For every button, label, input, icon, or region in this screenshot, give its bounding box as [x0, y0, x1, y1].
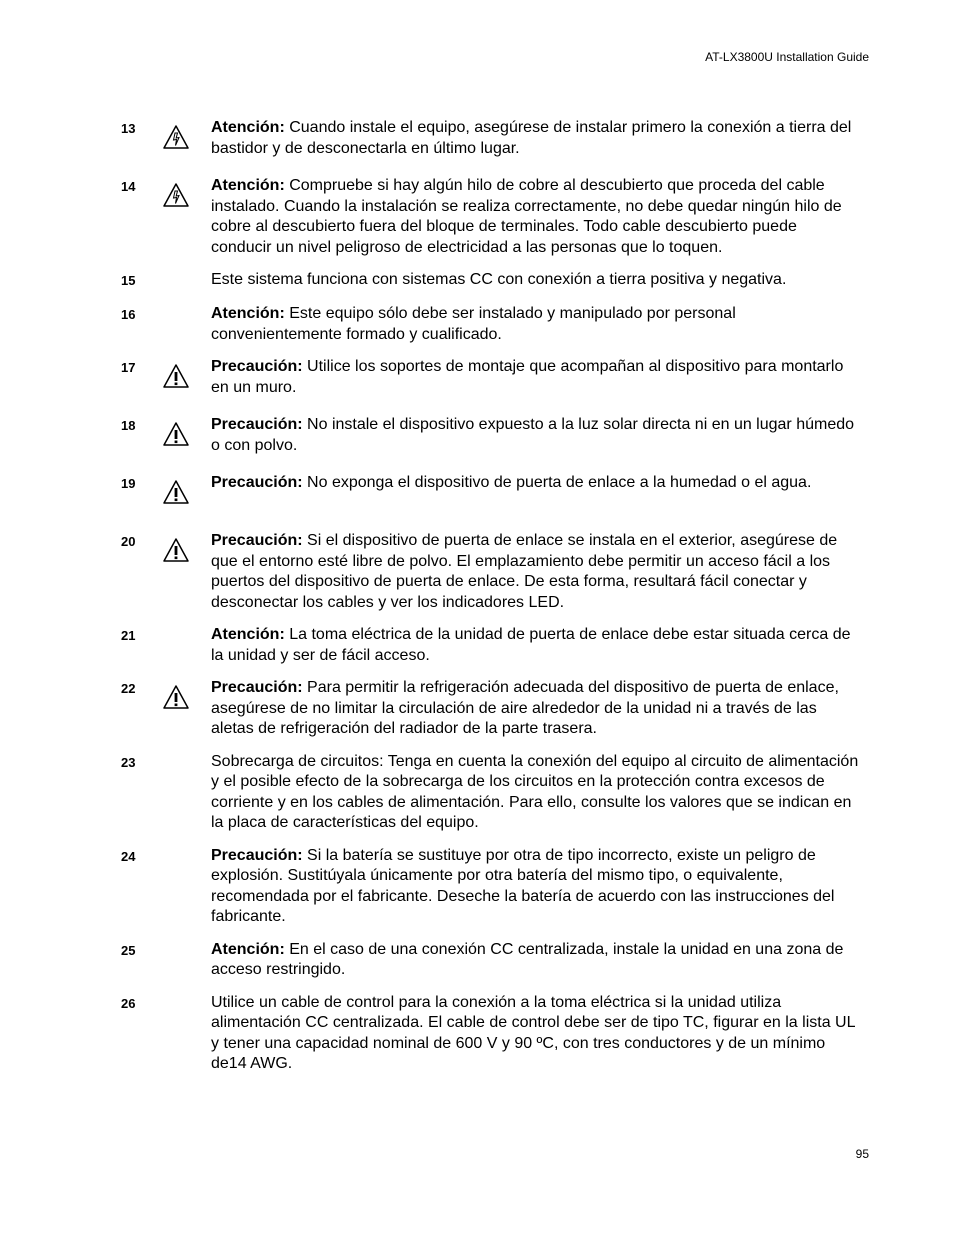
- statement-item: [0, 993, 954, 1075]
- statement-body: Para permitir la refrigeración adecuada del dispositivo de puerta de enlace, asegúrese de no limitar la circulación de aire alrededor de la unidad ni a través de las aletas de refrigeración del radiador de la parte trasera.: [211, 679, 839, 737]
- statement-item: [0, 625, 954, 666]
- statement-item: [0, 270, 954, 292]
- statement-number: 16: [121, 307, 136, 322]
- statement-item: [0, 176, 954, 258]
- statement-body: Si la batería se sustituye por otra de tipo incorrecto, existe un peligro de explosión. Sustitúyala únicamente por otra batería del mismo tipo, o equivalente, recomendada por el fabricante. Deseche la batería de acuerdo con las instrucciones del fabricante.: [211, 846, 835, 925]
- statement-item: [0, 473, 954, 519]
- statement-lead: Precaución:: [211, 532, 303, 549]
- statement-text: [211, 678, 861, 740]
- caution-icon: [162, 363, 190, 389]
- caution-icon: [162, 421, 190, 447]
- statement-text: [211, 415, 861, 456]
- statement-body: No instale el dispositivo expuesto a la luz solar directa ni en un lugar húmedo o con polvo.: [211, 416, 855, 454]
- statement-item: [0, 357, 954, 403]
- electrical-hazard-icon: [162, 182, 190, 208]
- statement-number: 24: [121, 848, 136, 864]
- statement-text: [211, 118, 861, 159]
- statement-body: Compruebe si hay algún hilo de cobre al descubierto que proceda del cable instalado. Cuando la instalación se realiza correctamente, no debe quedar ningún hilo de cobre al descubierto fuera del bloque de terminales. Todo cable descubierto puede conducir un nivel peligroso de electricidad a las personas que lo toquen.: [211, 177, 842, 256]
- statement-lead: Precaución:: [211, 679, 303, 696]
- statement-lead: Atención:: [211, 626, 285, 643]
- statement-number: 19: [121, 476, 136, 491]
- statement-item: [0, 846, 954, 928]
- statement-text: [211, 940, 861, 981]
- statement-text: [211, 176, 861, 258]
- statement-item: [0, 531, 954, 613]
- statement-text: [211, 357, 861, 398]
- statement-lead: Precaución:: [211, 358, 303, 375]
- statement-number: 15: [121, 273, 136, 288]
- statement-number: 17: [121, 360, 136, 375]
- statement-number: 23: [121, 754, 136, 770]
- statement-lead: Atención:: [211, 119, 285, 136]
- statement-lead: Precaución:: [211, 474, 303, 491]
- statement-item: [0, 415, 954, 461]
- statement-number: 13: [121, 121, 136, 136]
- statement-number: 22: [121, 681, 136, 696]
- caution-icon: [162, 684, 190, 710]
- statement-lead: Precaución:: [211, 846, 303, 864]
- statement-text: [211, 304, 861, 345]
- electrical-hazard-icon: [162, 124, 190, 150]
- statement-number: 26: [121, 995, 136, 1011]
- statement-body: Este equipo sólo debe ser instalado y manipulado por personal convenientemente formado y cualificado.: [211, 305, 736, 343]
- statement-body: Utilice los soportes de montaje que acompañan al dispositivo para montarlo en un muro.: [211, 358, 844, 396]
- statement-text: [211, 270, 861, 291]
- statement-lead: Atención:: [211, 177, 285, 194]
- statement-body: La toma eléctrica de la unidad de puerta de enlace debe estar situada cerca de la unidad y ser de fácil acceso.: [211, 626, 851, 664]
- statement-number: 20: [121, 534, 136, 549]
- statement-lead: Precaución:: [211, 416, 303, 433]
- statement-item: [0, 118, 954, 164]
- page-number: 95: [855, 1147, 869, 1161]
- statement-number: 21: [121, 628, 136, 643]
- statement-text: [211, 846, 861, 928]
- running-header: AT-LX3800U Installation Guide: [705, 50, 869, 64]
- statement-item: [0, 940, 954, 981]
- statement-text: [211, 473, 861, 494]
- caution-icon: [162, 537, 190, 563]
- statement-body: No exponga el dispositivo de puerta de enlace a la humedad o el agua.: [302, 474, 812, 491]
- statement-number: 18: [121, 418, 136, 433]
- statement-body: Utilice un cable de control para la conexión a la toma eléctrica si la unidad utiliza alimentación CC centralizada. El cable de control debe ser de tipo TC, figurar en la lista UL y tener una capacidad nominal de 600 V y 90 ºC, con tres conductores y de un mínimo de14 AWG.: [211, 993, 855, 1072]
- statement-body: En el caso de una conexión CC centralizada, instale la unidad en una zona de acceso restringido.: [211, 940, 844, 978]
- statement-text: [211, 531, 861, 613]
- statement-body: Si el dispositivo de puerta de enlace se instala en el exterior, asegúrese de que el entorno esté libre de polvo. El emplazamiento debe permitir un acceso fácil a los puertos del dispositivo de puerta de enlace. De esta forma, resultará fácil conectar y desconectar los cables y ver los indicadores LED.: [211, 532, 838, 611]
- statement-number: 25: [121, 942, 136, 958]
- statement-lead: Atención:: [211, 305, 285, 322]
- statement-item: [0, 304, 954, 345]
- statement-text: [211, 752, 861, 834]
- statement-item: [0, 678, 954, 740]
- statement-item: [0, 752, 954, 834]
- statement-lead: Atención:: [211, 940, 285, 958]
- safety-statements-list: [0, 118, 954, 1087]
- statement-text: [211, 993, 861, 1075]
- statement-body: Cuando instale el equipo, asegúrese de instalar primero la conexión a tierra del bastidor y de desconectarla en último lugar.: [211, 119, 852, 157]
- statement-body: Este sistema funciona con sistemas CC con conexión a tierra positiva y negativa.: [211, 271, 787, 288]
- statement-text: [211, 625, 861, 666]
- statement-number: 14: [121, 179, 136, 194]
- statement-body: Sobrecarga de circuitos: Tenga en cuenta la conexión del equipo al circuito de alimentación y el posible efecto de la sobrecarga de los circuitos en la protección contra excesos de corriente y en los cables de alimentación. Para ello, consulte los valores que se indican en la placa de características del equipo.: [211, 752, 859, 831]
- caution-icon: [162, 479, 190, 505]
